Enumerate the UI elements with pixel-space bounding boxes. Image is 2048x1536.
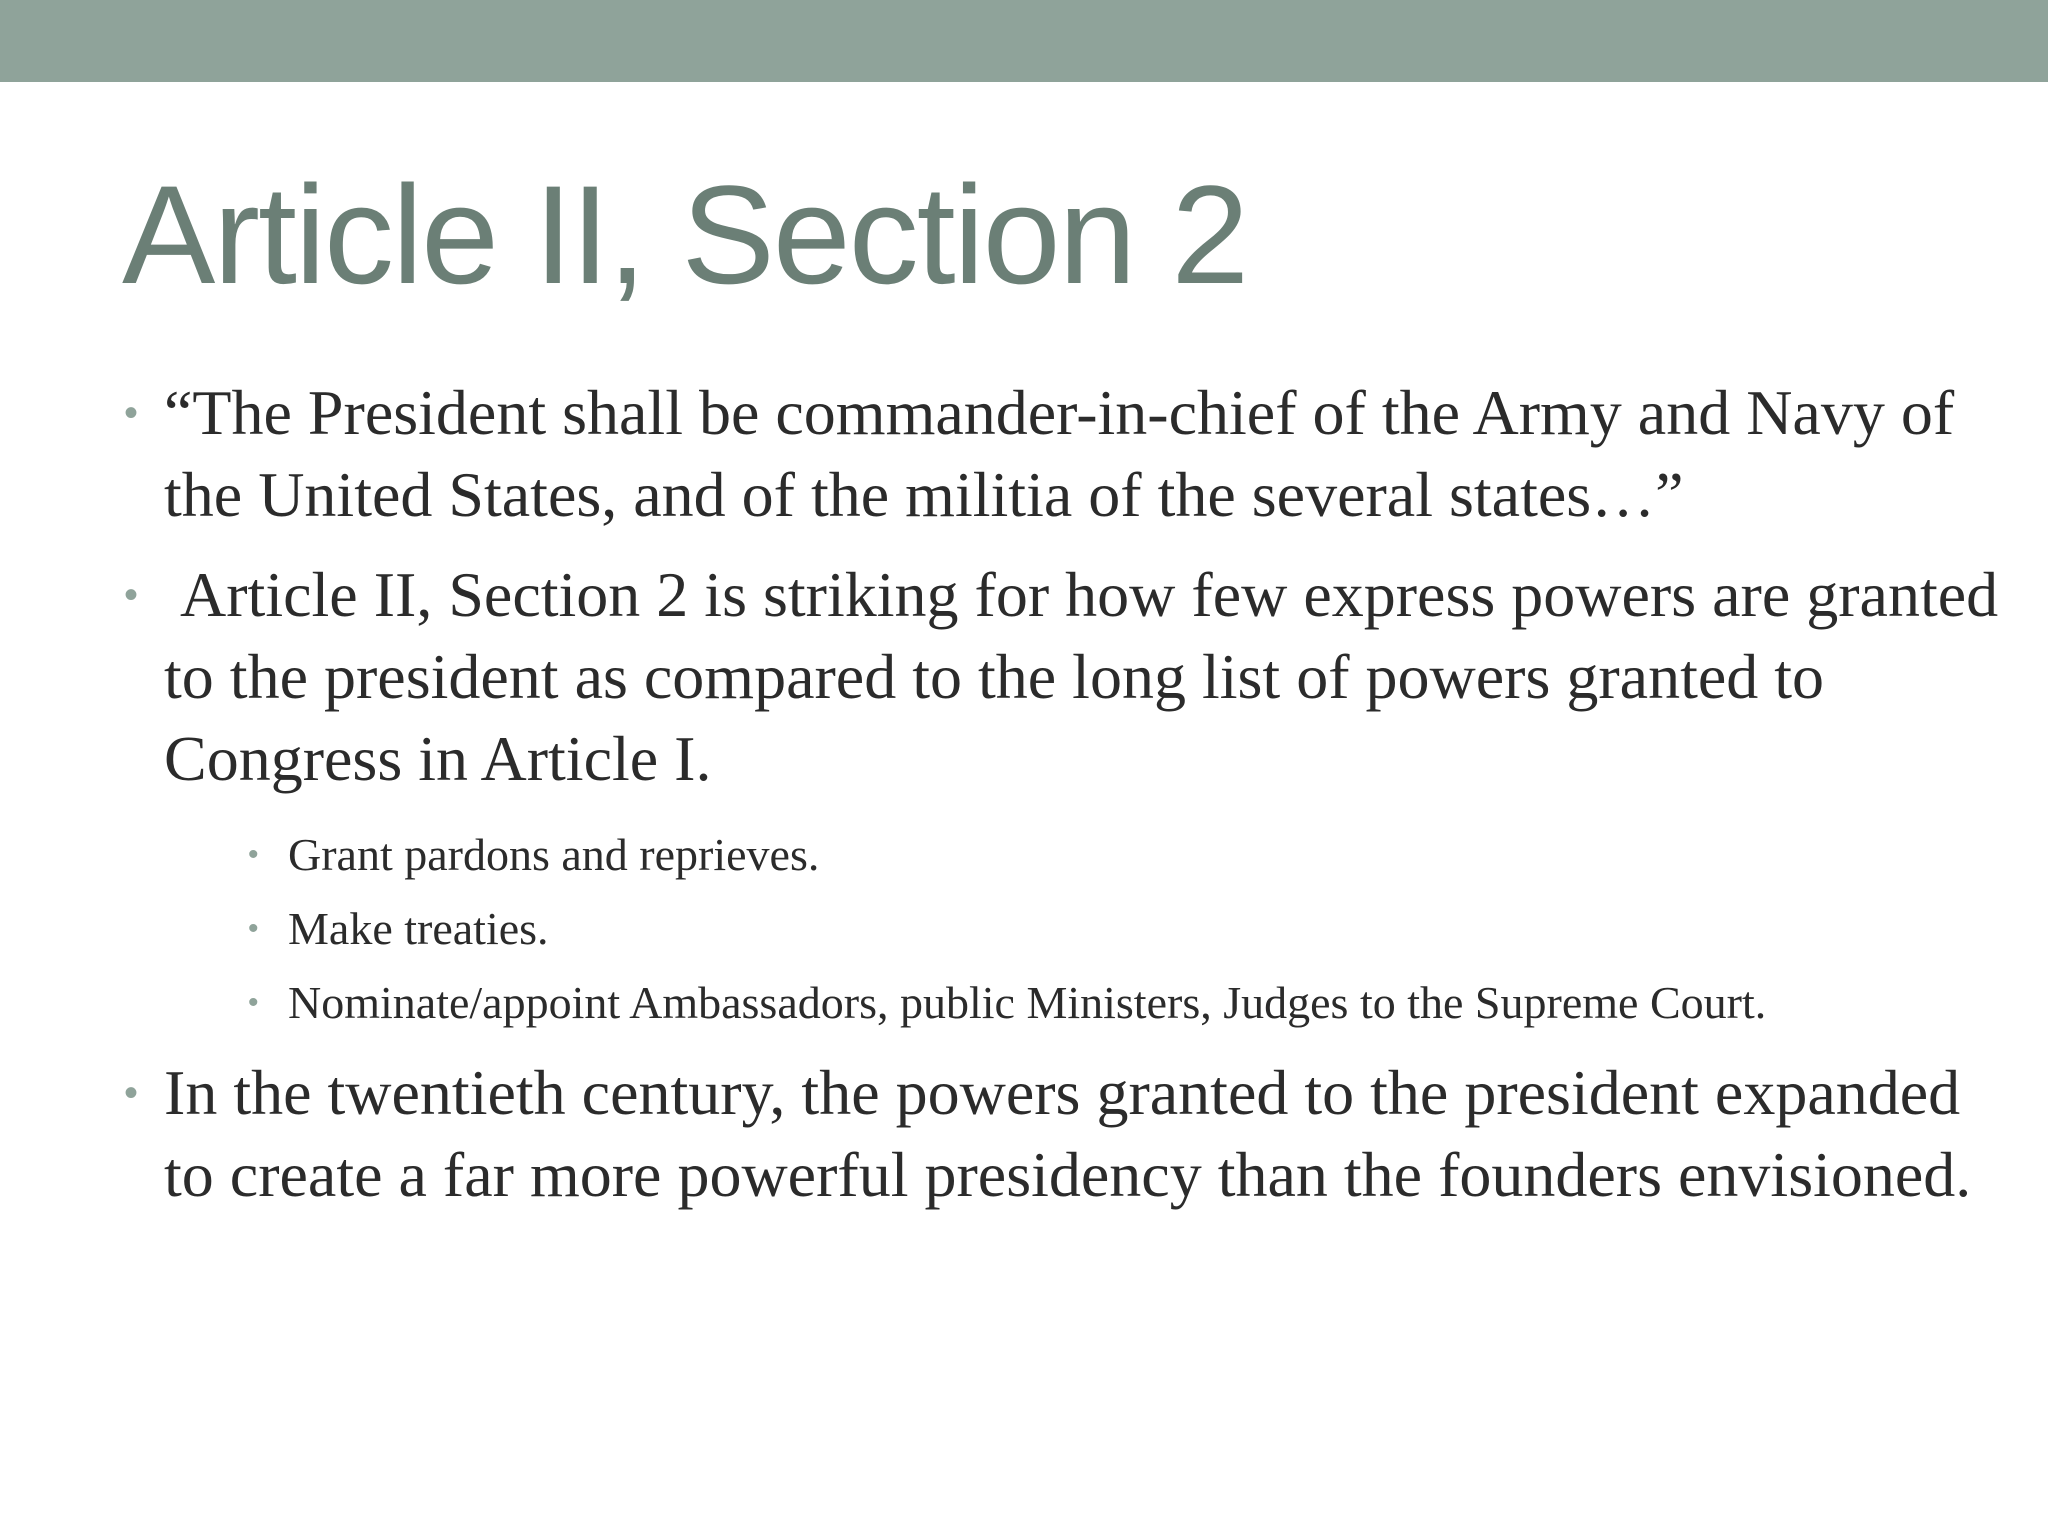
sub-bullet-list	[124, 818, 2004, 1040]
bullet-dot-icon: •	[248, 912, 259, 945]
bullet-item-commander-in-chief	[124, 372, 2004, 536]
top-accent-bar	[0, 0, 2048, 82]
bullet-text: In the twentieth century, the powers granted to the president expanded to create a far more powerful presidency than the founders envisioned.	[164, 1057, 1972, 1210]
sub-bullet-item-appointments	[124, 966, 2004, 1040]
bullet-text: “The President shall be commander-in-chief of the Army and Navy of the United States, and of the militia of the several states…”	[164, 377, 1955, 530]
bullet-text: Article II, Section 2 is striking for how few express powers are granted to the president as compared to the long list of powers granted to Congress in Article I.	[164, 559, 2015, 794]
sub-bullet-text: Nominate/appoint Ambassadors, public Ministers, Judges to the Supreme Court.	[288, 977, 1767, 1028]
bullet-dot-icon: •	[248, 838, 259, 871]
bullet-dot-icon: •	[124, 573, 139, 617]
sub-bullet-item-treaties	[124, 892, 2004, 966]
sub-bullet-item-pardons	[124, 818, 2004, 892]
bullet-dot-icon: •	[248, 986, 259, 1019]
bullet-dot-icon: •	[124, 391, 139, 435]
sub-bullet-text: Grant pardons and reprieves.	[288, 829, 820, 880]
sub-bullet-text: Make treaties.	[288, 903, 549, 954]
bullet-dot-icon: •	[124, 1071, 139, 1115]
slide-body	[124, 372, 2015, 1234]
bullet-item-few-express-powers	[124, 554, 2015, 800]
bullet-item-twentieth-century	[124, 1052, 2004, 1216]
slide-title: Article II, Section 2	[122, 156, 1248, 313]
